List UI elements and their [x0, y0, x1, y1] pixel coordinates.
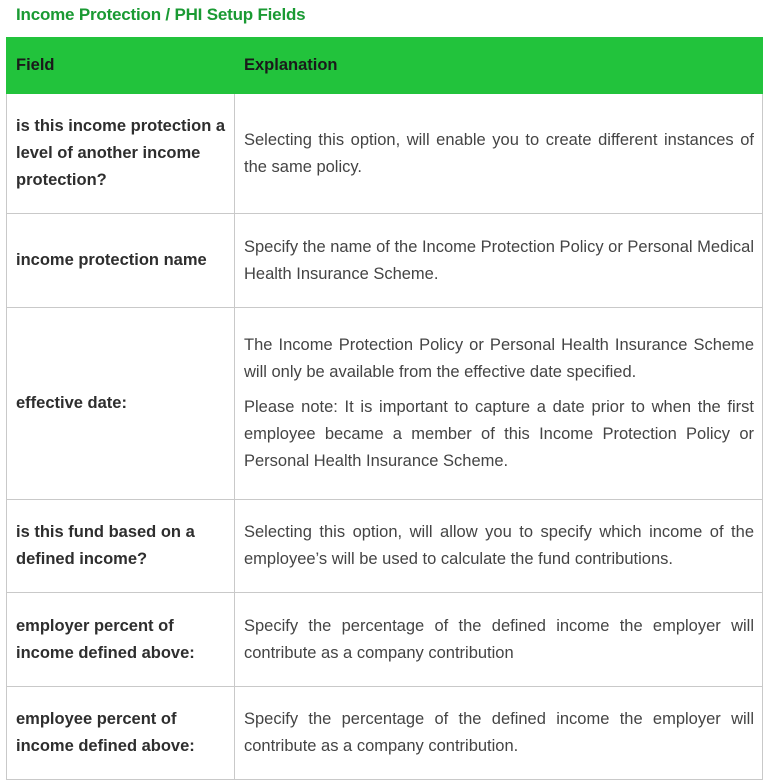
field-explanation [235, 214, 763, 308]
field-name: is this income protection a level of another income protection? [7, 94, 235, 214]
field-explanation [235, 687, 763, 780]
field-explanation [235, 500, 763, 593]
table-row [7, 94, 763, 214]
field-name: effective date: [7, 308, 235, 500]
field-name: is this fund based on a defined income? [7, 500, 235, 593]
explanation-paragraph: Specify the name of the Income Protection Policy or Personal Medical Health Insurance Scheme. [244, 237, 754, 283]
field-explanation [235, 593, 763, 687]
field-explanation [235, 94, 763, 214]
explanation-note: Please note: It is important to capture a date prior to when the first employee became a member of this Income Protection Policy or Personal Health Insurance Scheme. [244, 398, 754, 470]
document-title: Income Protection / PHI Setup Fields [16, 5, 306, 24]
table-row [7, 593, 763, 687]
field-name: employer percent of income defined above: [7, 593, 235, 687]
field-name: income protection name [7, 214, 235, 308]
header-explanation: Explanation [235, 38, 763, 94]
table-row [7, 308, 763, 500]
header-field: Field [7, 38, 235, 94]
setup-fields-table [6, 37, 763, 780]
explanation-paragraph: Specify the percentage of the defined income the employer will contribute as a company contribution [244, 616, 754, 662]
table-row [7, 214, 763, 308]
field-explanation [235, 308, 763, 500]
table-row [7, 500, 763, 593]
explanation-paragraph: The Income Protection Policy or Personal Health Insurance Scheme will only be available from the effective date specified. [244, 336, 754, 381]
explanation-paragraph: Selecting this option, will allow you to specify which income of the employee’s will be used to calculate the fund contributions. [244, 523, 754, 568]
table-header-row [7, 38, 763, 94]
table-row [7, 687, 763, 780]
explanation-paragraph: Specify the percentage of the defined income the employer will contribute as a company contribution. [244, 710, 754, 755]
field-name: employee percent of income defined above: [7, 687, 235, 780]
explanation-paragraph: Selecting this option, will enable you to create different instances of the same policy. [244, 130, 754, 176]
